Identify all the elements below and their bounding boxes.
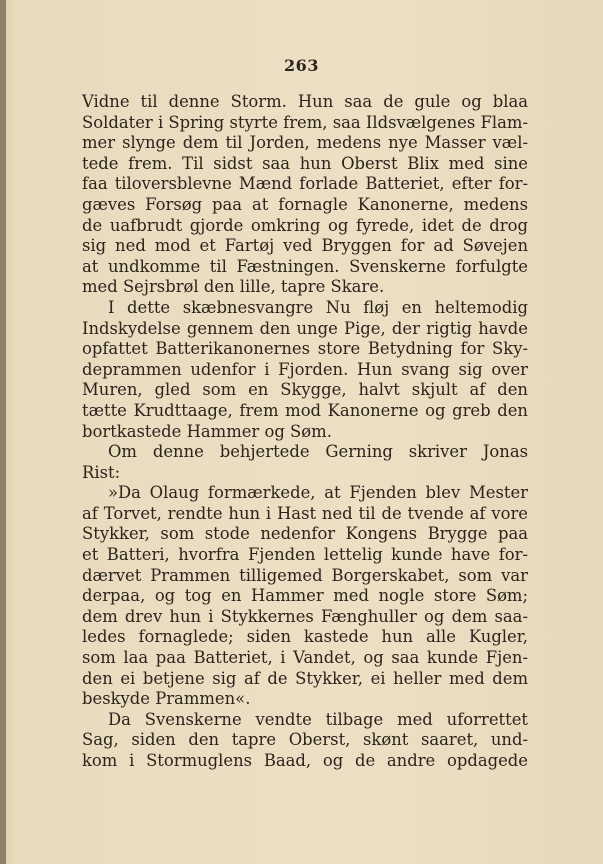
page-spine-shadow — [0, 0, 6, 864]
text-line: derpaa, og tog en Hammer med nogle store Søm; — [82, 586, 528, 606]
text-line: som laa paa Batteriet, i Vandet, og saa kunde Fjen- — [82, 648, 528, 668]
text-line: af Torvet, rendte hun i Hast ned til de tvende af vore — [82, 503, 528, 523]
body-text — [82, 92, 528, 772]
text-line: sig ned mod et Fartøj ved Bryggen for ad Søvejen — [82, 236, 528, 256]
text-line: Om denne behjertede Gerning skriver Jonas — [108, 442, 528, 462]
text-line: de uafbrudt gjorde omkring og fyrede, idet de drog — [82, 215, 528, 235]
text-line: dem drev hun i Stykkernes Fænghuller og dem saa- — [82, 606, 528, 626]
text-line: at undkomme til Fæstningen. Svenskerne forfulgte — [82, 256, 528, 276]
text-line: Soldater i Spring styrte frem, saa Ildsvælgenes Flam- — [82, 112, 528, 132]
text-line: Vidne til denne Storm. Hun saa de gule og blaa — [82, 92, 528, 111]
text-line: Da Svenskerne vendte tilbage med uforrettet — [108, 709, 528, 729]
text-line: kom i Stormuglens Baad, og de andre opdagede — [82, 751, 528, 770]
text-line: tede frem. Til sidst saa hun Oberst Blix med sine — [82, 153, 528, 173]
text-line: Sag, siden den tapre Oberst, skønt saaret, und- — [82, 730, 528, 750]
text-line: gæves Forsøg paa at fornagle Kanonerne, medens — [82, 194, 528, 214]
text-line: Stykker, som stode nedenfor Kongens Brygge paa — [82, 524, 528, 544]
text-line: tætte Krudttaage, frem mod Kanonerne og greb den — [82, 400, 528, 420]
text-line: et Batteri, hvorfra Fjenden lettelig kunde have for- — [82, 545, 528, 565]
text-line: I dette skæbnesvangre Nu fløj en heltemodig — [108, 297, 528, 317]
text-line: mer slynge dem til Jorden, medens nye Masser væl- — [82, 133, 528, 153]
text-line: Muren, gled som en Skygge, halvt skjult af den — [82, 380, 528, 400]
text-line: Indskydelse gennem den unge Pige, der rigtig havde — [82, 318, 528, 338]
page-number: 263 — [284, 56, 319, 75]
text-line: faa tiloversblevne Mænd forlade Batteriet, efter for- — [82, 174, 528, 194]
text-line: opfattet Batterikanonernes store Betydning for Sky- — [82, 339, 528, 359]
text-line: »Da Olaug formærkede, at Fjenden blev Mester — [108, 483, 528, 503]
text-line: dærvet Prammen tilligemed Borgerskabet, som var — [82, 565, 528, 585]
text-line: deprammen udenfor i Fjorden. Hun svang sig over — [82, 359, 528, 379]
text-line: beskyde Prammen«. — [82, 689, 251, 709]
text-line: med Sejrsbrøl den lille, tapre Skare. — [82, 277, 385, 297]
text-line: ledes fornaglede; siden kastede hun alle Kugler, — [82, 627, 528, 647]
text-line: den ei betjene sig af de Stykker, ei heller med dem — [82, 668, 528, 688]
text-line: bortkastede Hammer og Søm. — [82, 421, 332, 441]
text-line: Rist: — [82, 462, 121, 482]
